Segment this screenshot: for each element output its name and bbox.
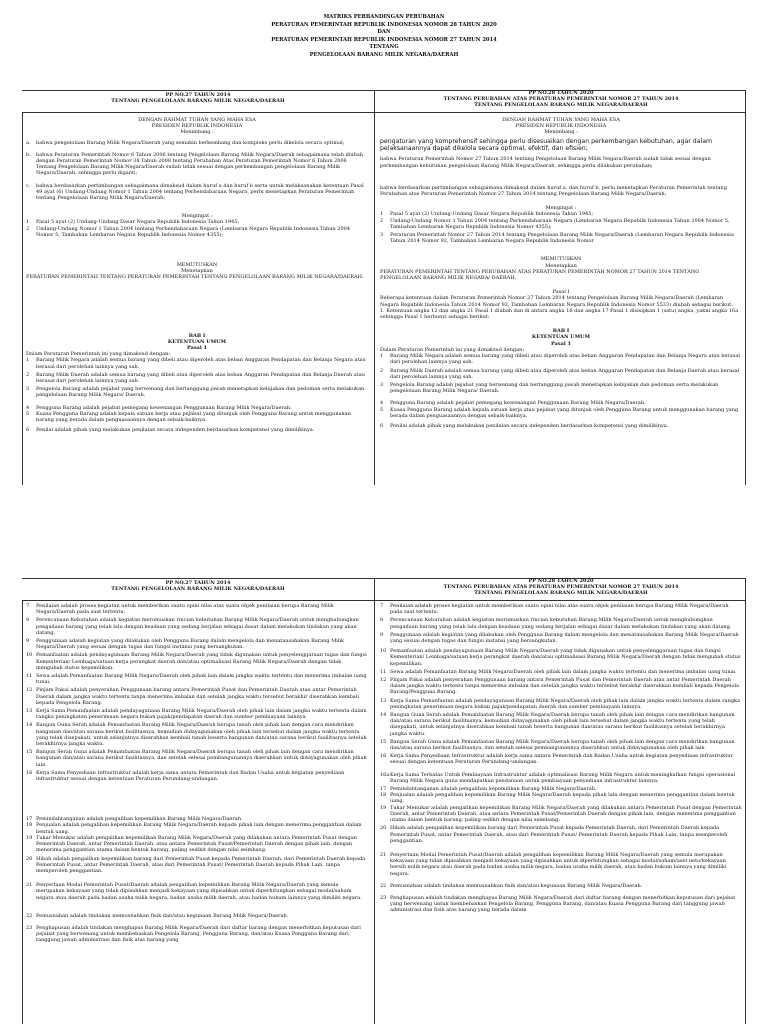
list-item: 16 Kerja Sama Penyediaan Infrastruktur adalah kerja sama antara Pemerintah dan Badan Usaha untuk kegiatan penyediaan infrastruktur sesuai dengan ketentuan Peraturan Perundang-undangan.: [380, 753, 733, 766]
list-item: 7 Penilaian adalah proses kegiatan untuk memberikan suatu opini nilai atas suatu objek penilaian berupa Barang Milik Negara/Daerah pada saat tertentu.: [26, 603, 334, 616]
pasal-heading: Pasal 1: [550, 340, 572, 347]
header-line: PP NO.28 TAHUN 2020: [528, 90, 594, 96]
comparison-table-2: [22, 578, 746, 1024]
memutuskan-label: MEMUTUSKAN: [540, 256, 582, 263]
list-item: 8 Perencanaan Kebutuhan adalah kegiatan merumuskan rincian kebutuhan Barang Milik Negara/Daerah untuk menghubungkan pengadaan barang yang telah lalu dengan keadaan yang sedang berjalan sebagai dasar dalam melakukan tindakan yang akan datang.: [26, 617, 359, 636]
list-item: 12 Pinjam Pakai adalah penyerahan Penggunaan barang antara Pemerintah Pusat dan Pemerintah Daerah atau antar Pemerintah Daerah dalam jangka waktu tertentu tanpa menerima imbalan dan setelah jangka waktu tersebut berakhir diserahkan kembali kepada Pengelola Barang.: [26, 687, 359, 706]
list-item: 5 Kuasa Pengguna Barang adalah kepala satuan kerja atau pejabat yang ditunjuk oleh Pengguna Barang untuk menggunakan barang yang berada dalam penguasaannya dengan sebaik-baiknya.: [380, 406, 739, 419]
menimbang-label: Menimbang :: [544, 129, 578, 136]
list-item: 2 Barang Milik Daerah adalah semua barang yang dibeli atau diperoleh atas beban Anggaran Pendapatan dan Belanja Daerah atau berasal dari perolehan lainnya yang sah.: [380, 367, 740, 380]
header-line: TENTANG PERUBAHAN ATAS PERATURAN PEMERINTAH NOMOR 27 TAHUN 2014: [443, 584, 679, 590]
list-item: 17 Pemindahtanganan adalah pengalihan kepemilikan Barang Milik Negara/Daerah.: [26, 816, 243, 823]
pasal-heading: Pasal 1: [186, 345, 208, 352]
list-item: 2 Barang Milik Daerah adalah semua barang yang dibeli atau diperoleh atas beban Anggaran Pendapatan dan Belanja Daerah atau berasal dari perolehan lainnya yang sah.: [26, 371, 365, 385]
header-line: TENTANG PENGELOLAAN BARANG MILIK NEGARA/DAERAH: [474, 590, 648, 596]
opening-line: DENGAN RAHMAT TUHAN YANG MAHA ESA: [502, 117, 620, 123]
menetapkan-label: Menetapkan: [181, 268, 213, 275]
bab-heading: BAB I: [552, 328, 570, 335]
list-item: 16a Kerja Sama Terbatas Untuk Pembiayaan Infrastruktur adalah optimalisasi Barang Milik Negara untuk meningkatkan fungsi operasional Barang Milik Negara guna mendapatkan pendanaan untuk pembiayaan penyediaan infrastruktur lainnya.: [380, 771, 736, 784]
column-divider: [374, 90, 375, 485]
right-column: [380, 603, 742, 914]
table-border-right: [745, 578, 746, 1024]
list-item: 6 Penilai adalah pihak yang melakukan penilaian secara independen berdasarkan kompetensi yang dimilikinya.: [26, 427, 315, 434]
list-item: 11 Sewa adalah Pemanfaatan Barang Milik Negara/Daerah oleh pihak lain dalam jangka waktu tertentu dan menerima imbalan uang tunai.: [26, 673, 367, 686]
list-item: 2 Undang-Undang Nomor 1 Tahun 2004 tentang Perbendaharaan Negara (Lembaran Negara Republik Indonesia Tahun 2004 Nomor 5, Tambahan Lembaran Negara Republik Indonesia Nomor 4355);: [26, 225, 351, 238]
pasal-i-intro: Beberapa ketentuan dalam Peraturan Pemerintah Nomor 27 Tahun 2014 tentang Pengelolaan Barang Milik Negara/Daerah (Lembaran Negara Republik Indonesia Tahun 2014 Nomor 92, Tambahan Lembaran Negara Republik Indonesia Nomor 5533) diubah sebagai berikut:: [380, 295, 733, 308]
list-item: 21 Penyertaan Modal Pemerintah Pusat/Daerah adalah pengalihan kepemilikan Barang Milik Negara/Daerah yang semula merupakan kekayaan yang tidak dipisahkan menjadi kekayaan yang dipisahkan untuk diperhitungkan sebagai modal/saham negara atau daerah pada badan usaha milik negara, badan usaha milik daerah, atau badan hukum lainnya yang dimiliki negara.: [26, 882, 362, 901]
list-item: 15 Bangun Serah Guna adalah Pemanfaatan Barang Milik Negara/Daerah berupa tanah oleh pihak lain dengan cara mendirikan bangunan dan/atau sarana berikut fasilitasnya, dan setelah selesai pembangunannya diserahkan untuk didayagunakan oleh pihak lain: [380, 738, 735, 752]
list-item: bahwa berdasarkan pertimbangan sebagaimana dimaksud dalam huruf a, dan huruf b, perlu menetapkan Peraturan Pemerintah tentang Perubahan atas Peraturan Pemerintah Nomor 27 Tahun 2014 tentang Pengelolaan Barang Milik Negara/Daerah;: [380, 184, 727, 198]
menimbang-label: Menimbang :: [180, 129, 214, 136]
table-border-left: [22, 600, 23, 1024]
list-item: 23 Penghapusan adalah tindakan menghapus Barang Milik Negara/Daerah dari daftar barang dengan menerbitkan keputusan dari pejabat yang berwenang untuk membebaskan Pengelola Barang, Pengguna Barang, dan/atau Kuasa Pengguna Barang dari tanggung jawab administrasi dan fisik atas barang yang: [26, 924, 361, 944]
list-item: 21 Penyertaan Modal Pemerintah Pusat/Daerah adalah pengalihan kepemilikan Barang Milik Negara/Daerah yang semula merupakan kekayaan yang tidak dipisahkan menjadi kekayaan yang dipisahkan untuk diperhitungkan sebagai modal/saham/aset neto/kekayaan bersih milik negara atau daerah pada badan usaha milik negara, badan usaha milik daerah, atau badan hukum lainnya yang dimiliki negara.: [380, 851, 727, 877]
pasal-intro: Dalam Peraturan Pemerintah ini yang dimaksud dengan:: [26, 351, 171, 358]
list-item: 11 Sewa adalah Pemanfaatan Barang Milik Negara/Daerah oleh pihak lain dalam jangka waktu tertentu dan menerima imbalan uang tunai.: [380, 668, 737, 675]
opening-line: DENGAN RAHMAT TUHAN YANG MAHA ESA: [138, 117, 256, 123]
header-line: PP NO.27 TAHUN 2014: [165, 92, 231, 98]
list-item: 10 Pemanfaatan adalah pendayagunaan Barang Milik Negara/Daerah yang tidak digunakan untuk penyelenggaraan tugas dan fungsi Kementerian/ Lembaga/satuan kerja perangkat daerah dan/atau optimalisasi Barang Milik Negara/Daerah dengan tidak mengubah status kepemilikan.: [380, 648, 741, 667]
list-item: 22 Pemusnahan adalah tindakan memusnahkan fisik dan/atau kegunaan Barang Milik Negara/Daerah.: [26, 912, 289, 919]
table-rule: [22, 600, 746, 601]
opening-line: PRESIDEN REPUBLIK INDONESIA: [515, 123, 607, 130]
list-item: 19 Tukar Menukar adalah pengalihan kepemilikan Barang Milik Negara/Daerah yang dilakukan antara Pemerintah Pusat dengan Pemerintah Daerah, antar Pemerintah Daerah, atau antara Pemerintah Pusat/Pemerintah Daerah dengan pihak lain, dengan menerima penggantian utama dalam bentuk barang, paling sedikit dengan nilai seimbang.: [26, 834, 357, 854]
list-item: 13 Kerja Sama Pemanfaatan adalah pendayagunaan Barang Milik Negara/Daerah oleh pihak lain dalam jangka waktu tertentu dalam rangka peningkatan penerimaan negara bukan pajak/pendapatan daerah dan sumber pembiayaan lainnya.: [26, 708, 367, 721]
list-item: 18 Penjualan adalah pengalihan kepemilikan Barang Milik Negara/Daerah kepada pihak lain dengan menerima penggantian dalam bentuk uang.: [380, 792, 735, 805]
header-line: TENTANG PENGELOLAAN BARANG MILIK NEGARA/DAERAH: [111, 98, 285, 104]
list-item: 4 Pengguna Barang adalah pejabat pemegang kewenangan Penggunaan Barang Milik Negara/Daerah.: [26, 404, 292, 411]
header-line: TENTANG PENGELOLAAN BARANG MILIK NEGARA/DAERAH: [474, 102, 648, 108]
header-line: TENTANG PERUBAHAN ATAS PERATURAN PEMERINTAH NOMOR 27 TAHUN 2014: [443, 96, 679, 102]
list-item: 20 Hibah adalah pengalihan kepemilikan barang dari Pemerintah Pusat kepada Pemerintah Daerah, dari Pemerintah Daerah kepada Pemerintah Pusat, antar Pemerintah Daerah, atau dari Pemerintah Pusat/ Pemerintah Daerah kepada Pihak Lain, tanpa memperoleh penggantian.: [380, 825, 728, 844]
list-item: c. bahwa berdasarkan pertimbangan sebagaimana dimaksud dalam huruf a dan huruf b serta untuk melaksanakan ketentuan Pasal 49 ayat (6) Undang-Undang Nomor 1 Tahun 2004 tentang Perbendaharaan Negara, perlu menetapkan Peraturan Pemerintah tentang Pengelolaan Barang Milik Negara/Daerah;: [26, 182, 364, 202]
memutuskan-label: MEMUTUSKAN: [176, 262, 218, 269]
list-item: 23 Penghapusan adalah tindakan menghapus Barang Milik Negara/Daerah dari daftar barang dengan menerbitkan keputusan dari pejabat yang berwenang untuk membebaskan Pengelola Barang, Pengguna Barang, dan/atau Kuasa Pengguna Barang dari tanggung jawab administrasi dan fisik atas barang yang berada dalam: [380, 894, 736, 914]
list-item: 5 Kuasa Pengguna Barang adalah kepala satuan kerja atau pejabat yang ditunjuk oleh Pengguna Barang untuk menggunakan barang yang berada dalam penguasaannya dengan sebaik-baiknya.: [26, 410, 351, 424]
header-left: [22, 580, 374, 592]
table-border-left: [22, 112, 23, 485]
menetapkan-label: Menetapkan: [545, 262, 577, 269]
list-item: 3 Pengelola Barang adalah pejabat yang berwenang dan bertanggung jawab menetapkan kebijakan dan pedoman serta melakukan pengelolaan Barang Milik Negara/ Daerah.: [380, 381, 719, 395]
bab-title: KETENTUAN UMUM: [167, 338, 227, 345]
list-item: 10 Pemanfaatan adalah pendayagunaan Barang Milik Negara/Daerah yang tidak digunakan untuk penyelenggaraan tugas dan fungsi Kementerian/ Lembaga/satuan kerja perangkat daerah dan/atau optimalisasi Barang Milik Negara/Daerah dengan tidak mengubah status kepemilikan.: [26, 652, 367, 671]
list-item: 15 Bangun Serah Guna adalah Pemanfaatan Barang Milik Negara/Daerah berupa tanah oleh pihak lain dengan cara mendirikan bangunan dan/atau sarana berikut fasilitasnya, dan setelah selesai pembangunannya diserahkan untuk didayagunakan oleh pihak lain: [26, 749, 367, 768]
list-item: 9 Penggunaan adalah kegiatan yang dilakukan oleh Pengguna Barang dalam mengelola dan menatausahakan Barang Milik Negara/Daerah yang sesuai dengan tugas dan fungsi instansi yang bersangkutan.: [380, 631, 739, 645]
header-line: TENTANG PENGELOLAAN BARANG MILIK NEGARA/DAERAH: [111, 586, 285, 592]
list-item: 13 Kerja Sama Pemanfaatan adalah pendayagunaan Barang Milik Negara/Daerah oleh pihak lain dalam jangka waktu tertentu dalam rangka peningkatan penerimaan negara bukan pajak/pendapatan daerah dan sumber pembiayaan lainnya.: [380, 697, 741, 710]
list-item: 6 Penilai adalah pihak yang melakukan penilaian secara independen berdasarkan kompetensi yang dimilikinya.: [380, 422, 669, 429]
list-item: 4 Pengguna Barang adalah pejabat pemegang kewenangan Penggunaan Barang Milik Negara/Daerah.: [380, 400, 646, 407]
column-divider: [374, 578, 375, 1024]
left-column: [26, 117, 368, 434]
list-item: 1 Barang Milik Negara adalah semua barang yang dibeli atau diperoleh atas beban Anggaran Pendapatan dan Belanja Negara atau berasal dari perolehan lainnya yang sah.: [26, 357, 366, 370]
opening-line: PRESIDEN REPUBLIK INDONESIA: [151, 123, 243, 130]
list-item: bahwa Peraturan Pemerintah Nomor 27 Tahun 2014 tentang Pengelolaan Barang Milik Negara/Daerah sudah tidak sesuai dengan perkembangan kebutuhan pengelolaan Barang Milik Negara/Daerah, sehingga perlu dilakukan perubahan;: [380, 156, 711, 169]
penetapan-text: PERATURAN PEMERINTAH TENTANG PERUBAHAN ATAS PERATURAN PEMERINTAH NOMOR 27 TAHUN 2014 TENTANG PENGELOLAAN BARANG MILIK NEGARA/ DAERAH.: [380, 268, 700, 282]
pasal-intro: Dalam Peraturan Pemerintah ini yang dimaksud dengan:: [380, 346, 525, 353]
document-title: [0, 14, 768, 60]
bab-title: KETENTUAN UMUM: [531, 334, 591, 341]
list-item: 17 Pemindahtanganan adalah pengalihan kepemilikan Barang Milik Negara/Daerah.: [380, 786, 597, 793]
right-column: [380, 117, 742, 429]
pasal-i-item: 1. Ketentuan angka 12 dan angka 21 Pasal 1 diubah dan di antara angka 16 dan angka 17 Pasal 1 disisipkan 1 (satu) angka, yakni angka 16a sehingga Pasal 1 berbunyi sebagai berikut:: [380, 307, 739, 321]
table-rule: [22, 112, 746, 113]
list-item: 16 Kerja Sama Penyediaan Infrastruktur adalah kerja sama antara Pemerintah dan Badan Usaha untuk kegiatan penyediaan infrastruktur sesuai dengan ketentuan Peraturan Perundang-undangan.: [26, 769, 345, 783]
list-item: 1 Pasal 5 ayat (2) Undang-Undang Dasar Negara Republik Indonesia Tahun 1945;: [380, 211, 594, 218]
header-right: [380, 90, 742, 108]
list-item: 2 Undang-Undang Nomor 1 Tahun 2004 tentang Perbendaharaan Negara (Lembaran Negara Republik Indonesia Tahun 2004 Nomor 5, Tambahan Lembaran Negara Republik Indonesia Nomor 4355);: [380, 217, 730, 230]
list-item: 8 Perencanaan Kebutuhan adalah kegiatan merumuskan rincian kebutuhan Barang Milik Negara/Daerah untuk menghubungkan pengadaan barang yang telah lalu dengan keadaan yang sedang berjalan sebagai dasar dalam melakukan tindakan yang akan datang.: [380, 617, 732, 630]
list-item: 1 Barang Milik Negara adalah semua barang yang dibeli atau diperoleh atas beban Anggaran Pendapatan dan Belanja Negara atau berasal dari perolehan lainnya yang sah.: [380, 353, 740, 366]
header-line: PP NO.27 TAHUN 2014: [165, 580, 231, 586]
title-line: DAN: [377, 29, 391, 36]
table-border-right: [745, 90, 746, 485]
title-line: PENGELOLAAN BARANG MILIK NEGARA/DAERAH: [309, 51, 459, 58]
comparison-table-1: [22, 90, 746, 485]
list-item: 14 Bangun Guna Serah adalah Pemanfaatan Barang Milik Negara/Daerah berupa tanah oleh pihak lain dengan cara mendirikan bangunan dan/atau sarana berikut fasilitasnya, kemudian didayagunakan oleh pihak lain tersebut dalam jangka waktu tertentu yang telah disepakati, untuk selanjutnya diserahkan kembali tanah beserta bangunan dan/atau sarana berikut fasilitasnya setelah berakhirnya jangka waktu.: [380, 712, 735, 737]
list-item: 3 Pengelola Barang adalah pejabat yang berwenang dan bertanggung jawab menetapkan kebijakan dan pedoman serta melakukan pengelolaan Barang Milik Negara/ Daerah.: [26, 386, 365, 399]
title-line: TENTANG: [369, 44, 399, 51]
list-item: 14 Bangun Guna Serah adalah Pemanfaatan Barang Milik Negara/Daerah berupa tanah oleh pihak lain dengan cara mendirikan bangunan dan/atau sarana berikut fasilitasnya, kemudian didayagunakan oleh pihak lain tersebut dalam jangka waktu tertentu yang telah disepakati, untuk selanjutnya diserahkan kembali tanah beserta bangunan dan/atau sarana berikut fasilitasnya setelah berakhirnya jangka waktu.: [26, 722, 367, 748]
list-item: 20 Hibah adalah pengalihan kepemilikan barang dari Pemerintah Pusat kepada Pemerintah Daerah, dari Pemerintah Daerah kepada Pemerintah Pusat, antar Pemerintah Daerah, atau dari Pemerintah Pusat/ Pemerintah Daerah kepada Pihak Lain, tanpa memperoleh penggantian.: [26, 855, 366, 874]
header-line: PP NO.28 TAHUN 2020: [528, 578, 594, 584]
header-left: [22, 92, 374, 104]
menimbang-sans-text: pengaturan yang komprehensif sehingga perlu disesuaikan dengan perkembangan kebutuhan, agar dalam pelaksanaannya dapat dikelola secara optimal, efektif, dan efisien;: [380, 137, 713, 153]
title-line: PERATURAN PEMERINTAH REPUBLIK INDONESIA NOMOR 28 TAHUN 2020: [271, 21, 497, 28]
list-item: 18 Penjualan adalah pengalihan kepemilikan Barang Milik Negara/Daerah kepada pihak lain dengan menerima penggantian dalam bentuk uang.: [26, 822, 362, 835]
list-item: b. bahwa Peraturan Pemerintah Nomor 6 Tahun 2006 tentang Pengelolaan Barang Milik Negara/Daerah sebagaimana telah diubah dengan Peraturan Pemerintah Nomor 38 Tahun 2008 tentang Perubahan Atas Peraturan Pemerintah Nomor 6 Tahun 2006 Tentang Pengelolaan Barang Milik Negara/Daerah sudah tidak sesuai dengan perkembangan pengelolaan Barang Milik Negara/Daerah, sehingga perlu diganti;: [26, 151, 364, 177]
list-item: 1 Pasal 5 ayat (2) Undang-Undang Dasar Negara Republik Indonesia Tahun 1945;: [26, 219, 240, 226]
list-item: a. bahwa pengelolaan Barang Milik Negara/Daerah yang semakin berkembang dan kompleks perlu dikelola secara optimal;: [26, 139, 345, 146]
list-item: 22 Pemusnahan adalah tindakan memusnahkan fisik dan/atau kegunaan Barang Milik Negara/Daerah.: [380, 882, 643, 889]
list-item: 12 Pinjam Pakai adalah penyerahan Penggunaan barang antara Pemerintah Pusat dan Pemerintah Daerah atau antar Pemerintah Daerah dalam jangka waktu tertentu tanpa menerima imbalan dan setelah jangka waktu tersebut berakhir diserahkan kembali kepada Pengelola Barang/Pengguna Barang.: [380, 677, 740, 696]
list-item: 7 Penilaian adalah proses kegiatan untuk memberikan suatu opini nilai atas suatu objek penilaian berupa Barang Milik Negara/Daerah pada saat tertentu.: [380, 603, 729, 616]
left-column: [26, 603, 368, 944]
list-item: 19 Tukar Menukar adalah pengalihan kepemilikan Barang Milik Negara/Daerah yang dilakukan antara Pemerintah Pusat dengan Pemerintah Daerah, antar Pemerintah Daerah, atau antara Pemerintah Pusat/Pemerintah Daerah dengan pihak lain, dengan menerima penggantian utama dalam bentuk barang, paling sedikit dengan nilai seimbang.: [380, 804, 742, 824]
pasal-i-heading: Pasal I: [552, 289, 570, 296]
bab-heading: BAB I: [188, 332, 206, 339]
list-item: 9 Penggunaan adalah kegiatan yang dilakukan oleh Pengguna Barang dalam mengelola dan menatausahakan Barang Milik Negara/Daerah yang sesuai dengan tugas dan fungsi instansi yang bersangkutan.: [26, 638, 345, 651]
mengingat-label: Mengingat :: [181, 213, 213, 220]
list-item: 3 Peraturan Pemerintah Nomor 27 Tahun 2014 tentang Pengelolaan Barang Milik Negara/Daerah (Lembaran Negara Republik Indonesia Tahun 2014 Nomor 92, Tambahan Lembaran Negara Republik Indonesia Nomor: [380, 232, 734, 245]
title-line: MATRIKS PERBANDINGAN PERUBAHAN: [323, 14, 445, 20]
header-right: [380, 578, 742, 596]
mengingat-label: Mengingat :: [545, 205, 577, 212]
title-line: PERATURAN PEMERINTAH REPUBLIK INDONESIA NOMOR 27 TAHUN 2014: [271, 36, 497, 43]
penetapan-text: PERATURAN PEMERINTAH TENTANG PERATURAN PEMERINTAH TENTANG PENGELOLAAN BARANG MILIK NEGARA/DAERAH.: [26, 274, 364, 281]
